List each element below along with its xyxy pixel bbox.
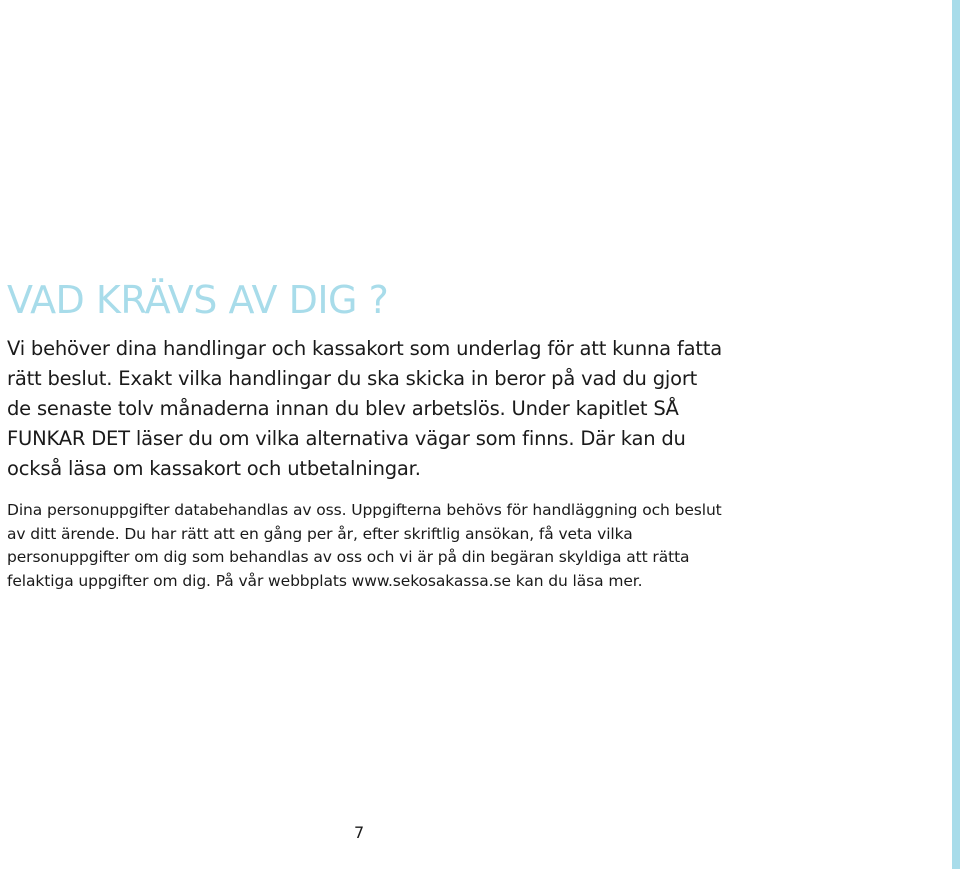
page-number: 7 [354, 823, 365, 842]
section-heading: VAD KRÄVS AV DIG ? [7, 278, 389, 322]
lead-paragraph: Vi behöver dina handlingar och kassakort som underlag för att kunna fatta rätt beslut. Exakt vilka handlingar du ska skicka in beror på vad du gjort de senaste tolv månaderna innan du blev arbetslös. Under kapitlet SÅ FUNKAR DET läser du om vilka alternativa vägar som finns. Där kan du också läsa om kassakort och utbetalningar. [7, 337, 722, 480]
privacy-paragraph: Dina personuppgifter databehandlas av oss. Uppgifterna behövs för handläggning och beslut av ditt ärende. Du har rätt att en gång per år, efter skriftlig ansökan, få veta vilka personuppgifter om dig som behandlas av oss och vi är på din begäran skyldiga att rätta felaktiga uppgifter om dig. På vår webbplats www.sekosakassa.se kan du läsa mer. [7, 501, 722, 590]
accent-stripe [952, 0, 960, 869]
content-section [7, 276, 727, 593]
